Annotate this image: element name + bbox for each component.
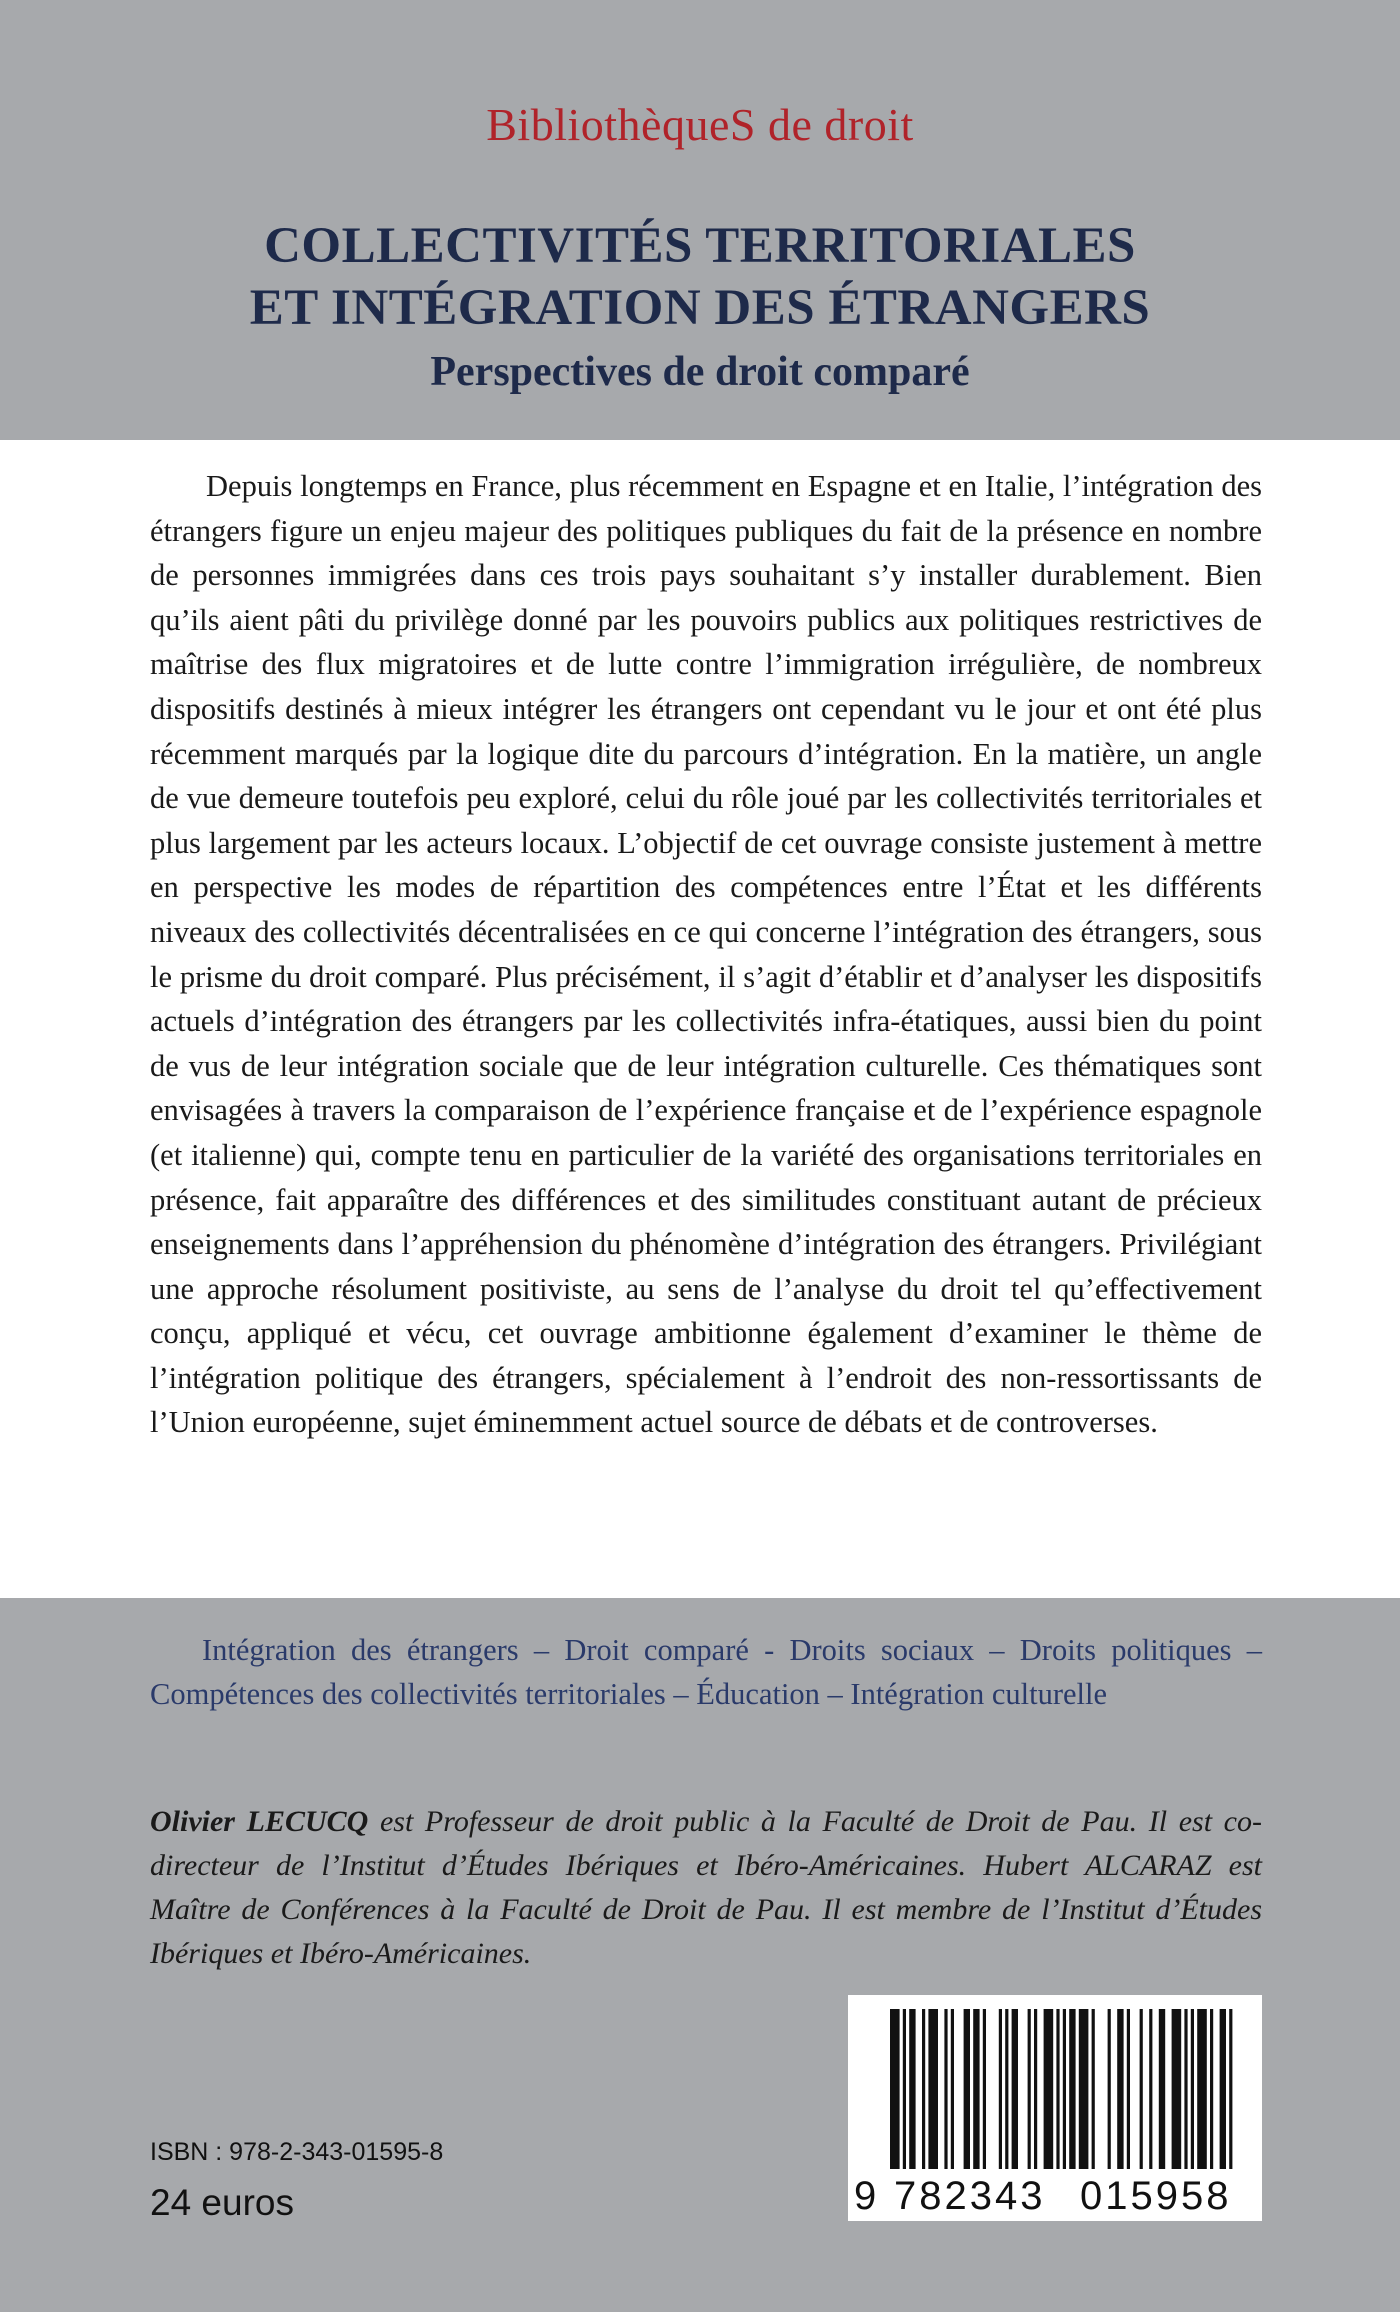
- summary-text: Depuis longtemps en France, plus récemment en Espagne et en Italie, l’intégration des étrangers figure un enjeu majeur des politiques publiques du fait de la présence en nombre de personnes immigrées dans ces trois pays souhaitant s’y installer durablement. Bien qu’ils aient pâti du privilège donné par les pouvoirs publics aux politiques restrictives de maîtrise des flux migratoires et de lutte contre l’immigration irrégulière, de nombreux dispositifs destinés à mieux intégrer les étrangers ont cependant vu le jour et ont été plus récemment marqués par la logique dite du parcours d’intégration. En la matière, un angle de vue demeure toutefois peu exploré, celui du rôle joué par les collectivités territoriales et plus largement par les acteurs locaux. L’objectif de cet ouvrage consiste justement à mettre en perspective les modes de répartition des compétences entre l’État et les différents niveaux des collectivités décentralisées en ce qui concerne l’intégration des étrangers, sous le prisme du droit comparé. Plus précisément, il s’agit d’établir et d’analyser les dispositifs actuels d’intégration des étrangers par les collectivités infra-étatiques, aussi bien du point de vus de leur intégration sociale que de leur intégration culturelle. Ces thématiques sont envisagées à travers la comparaison de l’expérience française et de l’expérience espagnole (et italienne) qui, compte tenu en particulier de la variété des organisations territoriales en présence, fait apparaître des différences et des similitudes constituant autant de précieux enseignements dans l’appréhension du phénomène d’intégration des étrangers. Privilégiant une approche résolument positiviste, au sens de l’analyse du droit tel qu’effectivement conçu, appliqué et vécu, cet ouvrage ambitionne également d’examiner le thème de l’intégration politique des étrangers, spécialement à l’endroit des non-ressortissants de l’Union européenne, sujet éminemment actuel source de débats et de controverses.: [150, 469, 1262, 1440]
- barcode-bar: [903, 2009, 906, 2169]
- author-bio: [150, 1800, 1262, 1976]
- barcode-bar: [1028, 2009, 1031, 2169]
- barcode-bar: [1191, 2009, 1194, 2169]
- barcode-bar: [1092, 2009, 1095, 2169]
- barcode-bar: [1044, 2009, 1054, 2169]
- keywords: Intégration des étrangers – Droit comparé - Droits sociaux – Droits politiques – Compétences des collectivités territoriales – Éducation – Intégration culturelle: [150, 1633, 1262, 1711]
- barcode-bar: [951, 2009, 954, 2169]
- barcode-bar: [1069, 2009, 1075, 2169]
- barcode-bar: [1184, 2009, 1187, 2169]
- barcode-bar: [922, 2009, 925, 2169]
- barcode-bar: [983, 2009, 986, 2169]
- barcode-left-digits: 782343: [894, 2174, 1046, 2218]
- summary-panel: [0, 440, 1400, 1598]
- barcode-bar: [909, 2009, 915, 2169]
- barcode-bar: [944, 2009, 947, 2169]
- title-line-2: ET INTÉGRATION DES ÉTRANGERS: [249, 280, 1151, 336]
- barcode: [848, 1995, 1262, 2221]
- barcode-bar: [1172, 2009, 1182, 2169]
- barcode-bar: [1159, 2009, 1165, 2169]
- barcode-bar: [1079, 2009, 1089, 2169]
- barcode-bar: [1005, 2009, 1008, 2169]
- series-name: BibliothèqueS de droit: [486, 99, 914, 150]
- barcode-graphic: [848, 1995, 1262, 2221]
- barcode-bar: [1197, 2009, 1207, 2169]
- barcode-bar: [928, 2009, 938, 2169]
- barcode-bar: [1127, 2009, 1130, 2169]
- barcode-lead-digit: 9: [854, 2174, 877, 2218]
- barcode-bar: [1063, 2009, 1066, 2169]
- barcode-bar: [1140, 2009, 1143, 2169]
- price: 24 euros: [150, 2182, 294, 2223]
- barcode-bar: [1117, 2009, 1123, 2169]
- isbn: ISBN : 978-2-343-01595-8: [150, 2138, 444, 2166]
- barcode-bar: [1056, 2009, 1059, 2169]
- author-bio-text: est Professeur de droit public à la Faculté de Droit de Pau. Il est co-directeur de l’Institut d’Études Ibériques et Ibéro-Américaines. Hubert ALCARAZ est Maître de Conférences à la Faculté de Droit de Pau. Il est membre de l’Institut d’Études Ibériques et Ibéro-Américaines.: [150, 1805, 1262, 1970]
- barcode-bar: [964, 2009, 970, 2169]
- book-title: [0, 215, 1400, 339]
- barcode-bar: [999, 2009, 1002, 2169]
- barcode-bar: [1149, 2009, 1152, 2169]
- barcode-bar: [1210, 2009, 1213, 2169]
- barcode-bar: [1012, 2009, 1018, 2169]
- barcode-bar: [1220, 2009, 1226, 2169]
- book-subtitle: Perspectives de droit comparé: [430, 349, 970, 395]
- barcode-bar: [1108, 2009, 1111, 2169]
- author-name: Olivier LECUCQ: [150, 1805, 369, 1838]
- barcode-bar: [973, 2009, 979, 2169]
- header-band: [0, 0, 1400, 440]
- barcode-bars: [890, 2009, 1232, 2169]
- barcode-bar: [1229, 2009, 1232, 2169]
- barcode-bar: [1034, 2009, 1037, 2169]
- barcode-bar: [890, 2009, 900, 2169]
- barcode-right-digits: 015958: [1080, 2174, 1232, 2218]
- title-line-1: COLLECTIVITÉS TERRITORIALES: [264, 218, 1136, 274]
